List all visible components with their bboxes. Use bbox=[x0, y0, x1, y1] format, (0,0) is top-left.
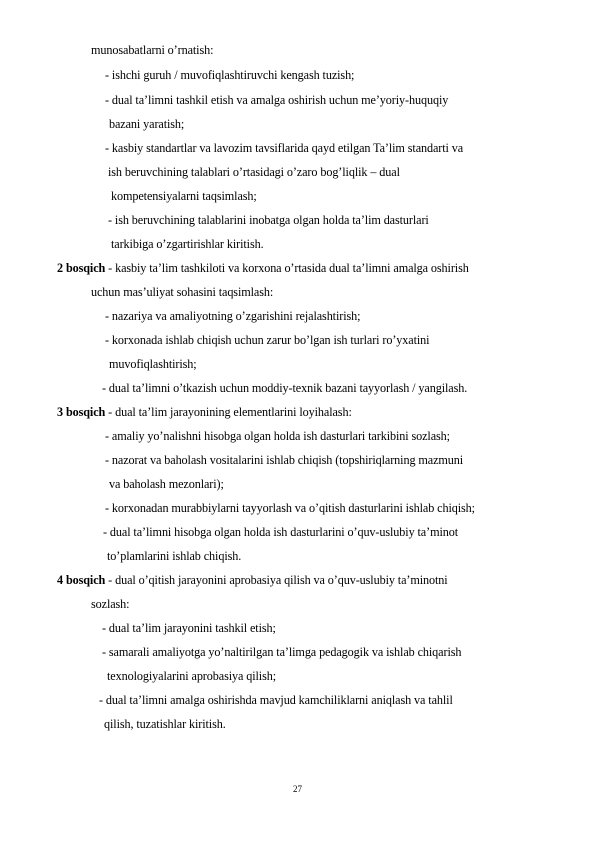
stage-line bbox=[57, 573, 448, 587]
stage-line bbox=[57, 405, 352, 419]
list-item-continuation: va baholash mezonlari); bbox=[109, 477, 224, 491]
list-item: - samarali amaliyotga yo’naltirilgan ta’limga pedagogik va ishlab chiqarish bbox=[102, 645, 462, 659]
list-item: - ishchi guruh / muvofiqlashtiruvchi kengash tuzish; bbox=[105, 68, 355, 82]
list-item: - dual ta’limni amalga oshirishda mavjud kamchiliklarni aniqlash va tahlil bbox=[99, 693, 453, 707]
list-item-continuation: tarkibiga o’zgartirishlar kiritish. bbox=[111, 237, 264, 251]
list-item-continuation: qilish, tuzatishlar kiritish. bbox=[104, 717, 226, 731]
list-item: - dual ta’limni tashkil etish va amalga oshirish uchun me’yoriy-huquqiy bbox=[105, 93, 449, 107]
text-line: munosabatlarni o’rnatish: bbox=[91, 43, 214, 57]
stage-text: - dual o’qitish jarayonini aprobasiya qilish va o’quv-uslubiy ta’minotni bbox=[108, 573, 448, 587]
stage-label: 4 bosqich bbox=[57, 573, 106, 587]
list-item-continuation: texnologiyalarini aprobasiya qilish; bbox=[107, 669, 277, 683]
list-item-continuation: bazani yaratish; bbox=[109, 117, 185, 131]
list-item: - amaliy yo’nalishni hisobga olgan holda ish dasturlari tarkibini sozlash; bbox=[105, 429, 450, 443]
list-item: - nazariya va amaliyotning o’zgarishini rejalashtirish; bbox=[105, 309, 361, 323]
list-item: - kasbiy standartlar va lavozim tavsiflarida qayd etilgan Ta’lim standarti va bbox=[105, 141, 464, 155]
list-item: - dual ta’lim jarayonini tashkil etish; bbox=[102, 621, 276, 635]
list-item: - nazorat va baholash vositalarini ishlab chiqish (topshiriqlarning mazmuni bbox=[105, 453, 464, 467]
list-item-continuation: kompetensiyalarni taqsimlash; bbox=[111, 189, 257, 203]
stage-line bbox=[57, 261, 469, 275]
stage-text: - kasbiy ta’lim tashkiloti va korxona o’rtasida dual ta’limni amalga oshirish bbox=[108, 261, 469, 275]
list-item: - dual ta’limni hisobga olgan holda ish dasturlarini o’quv-uslubiy ta’minot bbox=[103, 525, 459, 539]
stage-text: - dual ta’lim jarayonining elementlarini loyihalash: bbox=[108, 405, 352, 419]
list-item: - dual ta’limni o’tkazish uchun moddiy-texnik bazani tayyorlash / yangilash. bbox=[102, 381, 468, 395]
stage-label: 3 bosqich bbox=[57, 405, 106, 419]
list-item-continuation: to’plamlarini ishlab chiqish. bbox=[107, 549, 242, 563]
list-item-continuation: ish beruvchining talablari o’rtasidagi o’zaro bog’liqlik – dual bbox=[108, 165, 400, 179]
list-item: - ish beruvchining talablarini inobatga olgan holda ta’lim dasturlari bbox=[108, 213, 429, 227]
text-line: uchun mas’uliyat sohasini taqsimlash: bbox=[91, 285, 274, 299]
page-number: 27 bbox=[293, 784, 302, 794]
list-item: - korxonada ishlab chiqish uchun zarur bo’lgan ish turlari ro’yxatini bbox=[105, 333, 430, 347]
stage-label: 2 bosqich bbox=[57, 261, 106, 275]
list-item: - korxonadan murabbiylarni tayyorlash va o’qitish dasturlarini ishlab chiqish; bbox=[105, 501, 475, 515]
text-line: sozlash: bbox=[91, 597, 130, 611]
list-item-continuation: muvofiqlashtirish; bbox=[109, 357, 197, 371]
